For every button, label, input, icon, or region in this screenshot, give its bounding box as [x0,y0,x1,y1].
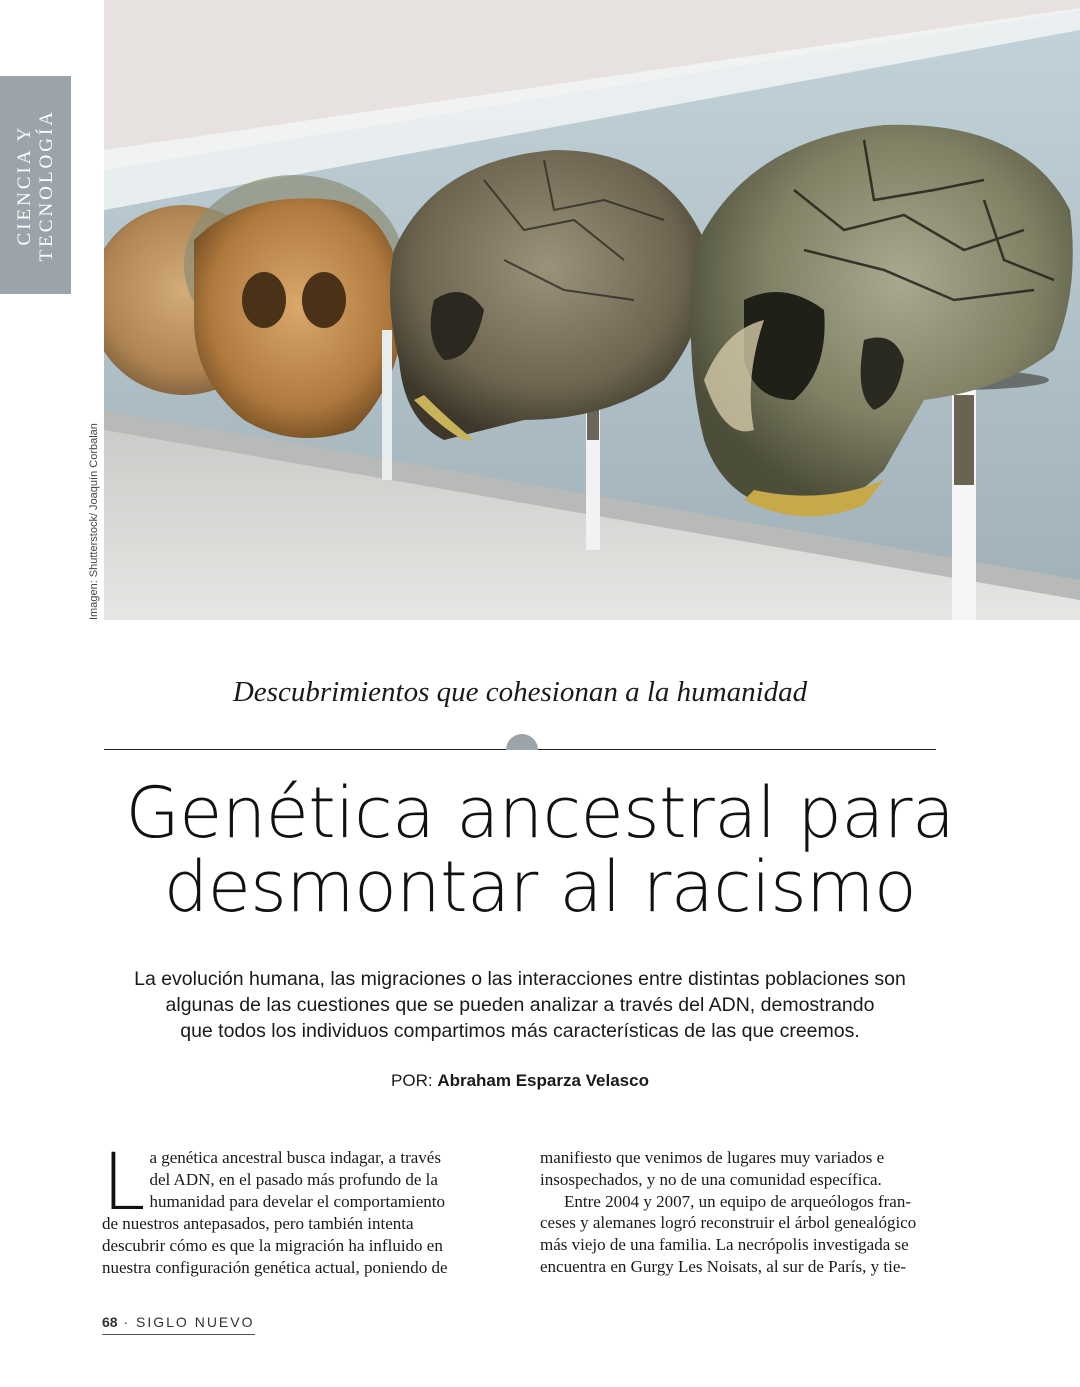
section-tab [0,76,71,294]
section-label-line2: TECNOLOGÍA [35,108,57,262]
deck-line1: La evolución humana, las migraciones o las interacciones entre distintas poblaciones son [134,968,906,990]
deck-line3: que todos los individuos compartimos más características de las que creemos. [180,1020,860,1042]
body-line: descubrir cómo es que la migración ha influido en [102,1235,443,1255]
section-label [14,109,58,261]
body-column-left [102,1138,498,1278]
byline-prefix: POR: [391,1071,433,1090]
magazine-name: SIGLO NUEVO [136,1314,255,1330]
skulls-illustration [104,0,1080,620]
body-line: insospechados, y no de una comunidad específica. [540,1169,882,1189]
byline [104,1071,936,1091]
divider-ornament [506,734,538,750]
folio-separator: · [123,1314,131,1330]
body-line: manifiesto que venimos de lugares muy variados e [540,1148,885,1167]
drop-cap: L [102,1138,146,1228]
body-line: del ADN, en el pasado más profundo de la [149,1169,438,1189]
body-line: ceses y alemanes logró reconstruir el árbol genealógico [540,1213,917,1233]
body-line: de nuestros antepasados, pero también intenta [102,1214,414,1233]
image-credit: Imagen: Shutterstock/ Joaquín Corbalan [88,423,100,620]
deck-summary [110,966,930,1044]
title-line2: desmontar al racismo [163,846,917,928]
body-line: más viejo de una familia. La necrópolis investigada se [540,1235,909,1255]
body-column-right [540,1147,936,1278]
title-line1: Genética ancestral para [125,772,955,854]
section-label-line1: CIENCIA Y [13,124,35,246]
body-line: a genética ancestral busca indagar, a través [149,1148,441,1167]
page-folio [102,1314,255,1335]
body-line: Entre 2004 y 2007, un equipo de arqueólogos fran- [564,1191,911,1211]
body-line: nuestra configuración genética actual, poniendo de [102,1257,448,1277]
page-title [60,772,1020,928]
body-line: humanidad para develar el comportamiento [149,1191,445,1211]
hero-photo [104,0,1080,620]
kicker: Descubrimientos que cohesionan a la humanidad [232,676,808,708]
page-number: 68 [102,1314,118,1330]
deck-line2: algunas de las cuestiones que se pueden analizar a través del ADN, demostrando [165,994,875,1016]
byline-author: Abraham Esparza Velasco [437,1071,649,1090]
body-line: encuentra en Gurgy Les Noisats, al sur de París, y tie- [540,1256,907,1276]
